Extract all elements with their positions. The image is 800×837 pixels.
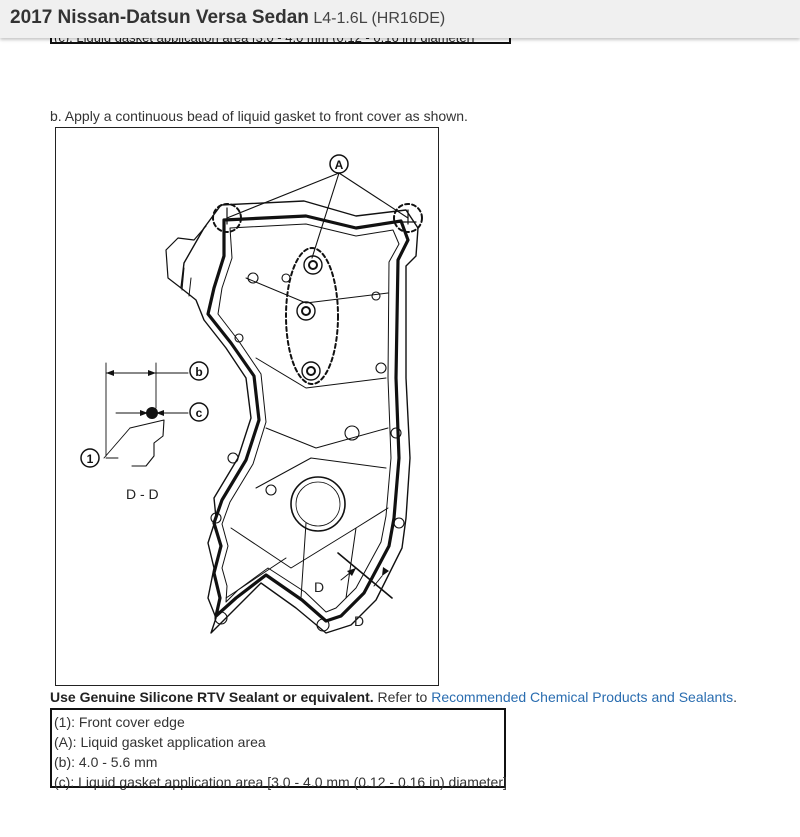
refer-text: Refer to — [377, 689, 428, 705]
gasket-inner-line — [218, 224, 399, 612]
legend-item: (A): Liquid gasket application area — [54, 734, 266, 750]
legend-item: (b): 4.0 - 5.6 mm — [54, 754, 158, 770]
front-cover-diagram — [56, 128, 438, 685]
callout-c: c — [195, 406, 203, 420]
callout-b: b — [195, 365, 203, 379]
header-text — [10, 7, 445, 29]
legend-item: (c): Liquid gasket application area [3.0 - 4.0 mm (0.12 - 0.16 in) diameter] — [54, 774, 507, 790]
section-marker-1: D — [314, 579, 325, 595]
step-instruction: b. Apply a continuous bead of liquid gasket to front cover as shown. — [50, 108, 468, 124]
engine-subtitle: L4-1.6L (HR16DE) — [313, 10, 446, 27]
legend-item: (1): Front cover edge — [54, 714, 185, 730]
front-cover-illustration — [55, 127, 439, 686]
gasket-bead — [208, 216, 408, 621]
inner-ribs — [226, 278, 388, 598]
sealant-note — [50, 689, 737, 705]
page-header — [0, 0, 800, 38]
callout-a: A — [334, 158, 344, 172]
legend-box — [50, 708, 506, 788]
inset-cover-edge — [130, 420, 164, 466]
note-end: . — [733, 689, 738, 705]
vehicle-title: 2017 Nissan-Datsun Versa Sedan — [10, 7, 309, 28]
section-marker-2: D — [354, 613, 365, 629]
callout-1: 1 — [86, 452, 94, 466]
sealant-note-bold: Use Genuine Silicone RTV Sealant or equivalent. — [50, 689, 374, 705]
chemical-products-link[interactable]: Recommended Chemical Products and Sealants — [431, 689, 734, 705]
section-label: D - D — [126, 486, 159, 502]
callout-a-leaders — [227, 173, 408, 258]
